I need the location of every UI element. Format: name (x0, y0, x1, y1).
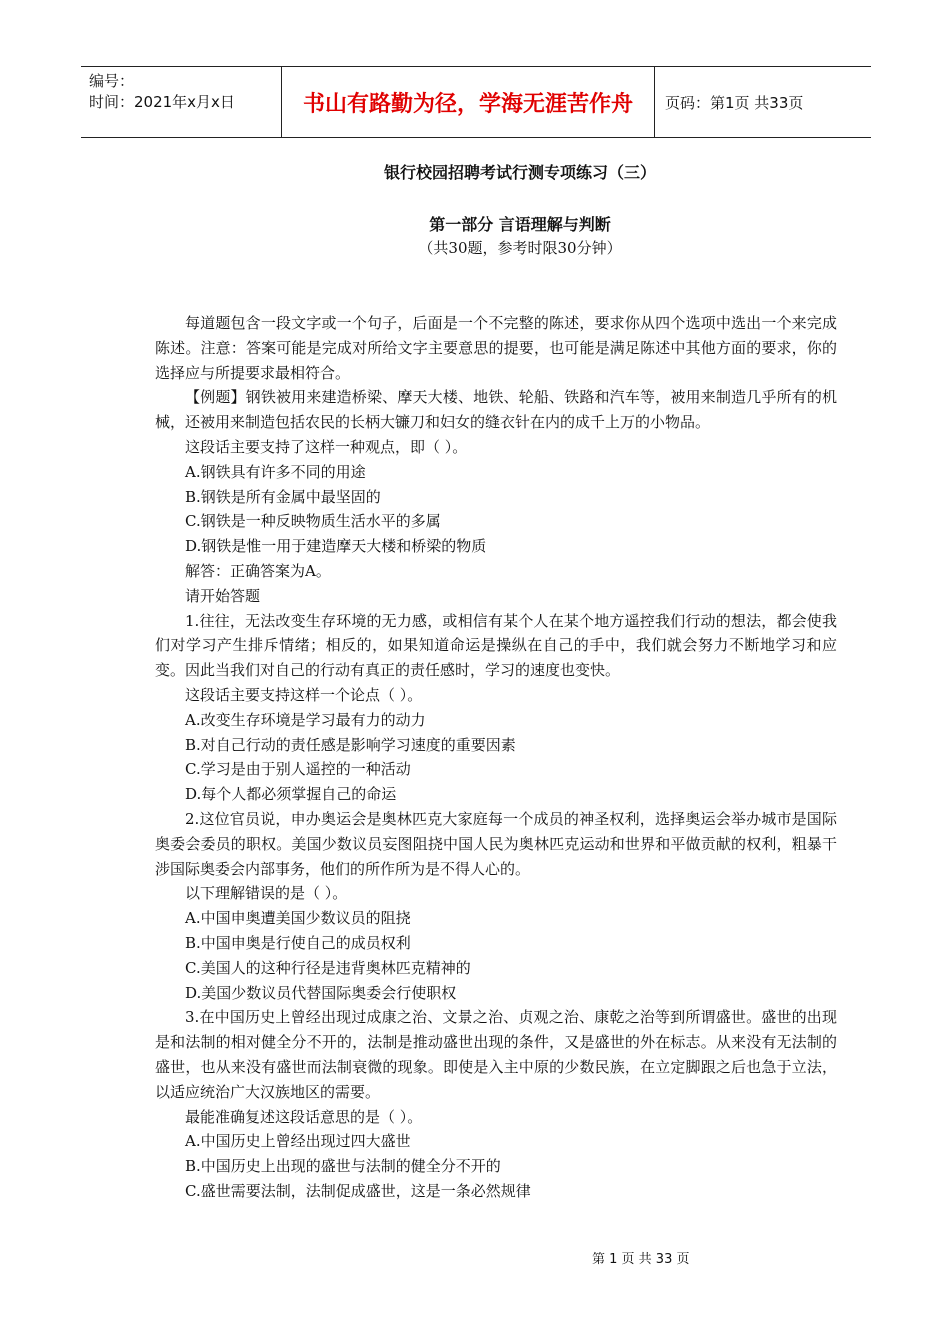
question-2-option-c: C.美国人的这种行径是违背奥林匹克精神的 (185, 958, 471, 977)
question-2-stem: 以下理解错误的是（ ）。 (185, 884, 348, 903)
question-2-option-d: D.美国少数议员代替国际奥委会行使职权 (185, 983, 457, 1002)
question-1-option-b: B.对自己行动的责任感是影响学习速度的重要因素 (185, 735, 516, 754)
question-1-option-c: C.学习是由于别人遥控的一种活动 (185, 760, 411, 779)
header-meta (81, 67, 281, 137)
example-option-a: A.钢铁具有许多不同的用途 (185, 462, 366, 481)
question-1-option-a: A.改变生存环境是学习最有力的动力 (185, 710, 426, 729)
question-3-option-b: B.中国历史上出现的盛世与法制的健全分不开的 (185, 1157, 501, 1176)
example-option-b: B.钢铁是所有金属中最坚固的 (185, 487, 381, 506)
question-3-stem: 最能准确复述这段话意思的是（ ）。 (185, 1107, 423, 1126)
example-answer: 解答：正确答案为A。 (185, 561, 331, 580)
question-1-stem: 这段话主要支持这样一个论点（ ）。 (185, 685, 423, 704)
header-motto: 书山有路勤为径，学海无涯苦作舟 (281, 67, 655, 137)
example-question: 这段话主要支持了这样一种观点，即（ ）。 (185, 437, 468, 456)
question-1-option-d: D.每个人都必须掌握自己的命运 (185, 785, 397, 804)
example-option-d: D.钢铁是惟一用于建造摩天大楼和桥梁的物质 (185, 537, 487, 556)
question-2-passage: 2.这位官员说，申办奥运会是奥林匹克大家庭每一个成员的神圣权利，选择奥运会举办城市是国际奥委会委员的职权。美国少数议员妄图阻挠中国人民为奥林匹克运动和世界和平做贡献的权利，粗暴干涉国际奥委会内部事务，他们的所作所为是不得人心的。 (155, 809, 837, 878)
example-paragraph: 【例题】钢铁被用来建造桥梁、摩天大楼、地铁、轮船、铁路和汽车等，被用来制造几乎所有的机械，还被用来制造包括农民的长柄大镰刀和妇女的缝衣针在内的成千上万的小物品。 (155, 388, 837, 432)
document-body (155, 311, 837, 1204)
code-label: 编号： (89, 72, 135, 90)
question-3-option-c: C.盛世需要法制，法制促成盛世，这是一条必然规律 (185, 1181, 531, 1200)
section-subtitle: （共30题，参考时限30分钟） (418, 239, 622, 257)
question-3-passage: 3.在中国历史上曾经出现过成康之治、文景之治、贞观之治、康乾之治等到所谓盛世。盛世的出现是和法制的相对健全分不开的，法制是推动盛世出现的条件，又是盛世的外在标志。从来没有无法制的盛世，也从来没有盛世而法制衰微的现象。即使是入主中原的少数民族，在立定脚跟之后也急于立法，以适应统治广大汉族地区的需要。 (155, 1008, 837, 1101)
section-title: 第一部分 言语理解与判断 (429, 215, 611, 234)
question-3-option-a: A.中国历史上曾经出现过四大盛世 (185, 1132, 411, 1151)
page-header (81, 66, 871, 138)
page-footer: 第 1 页 共 33 页 (592, 1252, 690, 1267)
date-label: 时间：2021年x月x日 (89, 93, 235, 111)
start-prompt: 请开始答题 (185, 586, 261, 605)
question-2-option-a: A.中国申奥遭美国少数议员的阻挠 (185, 909, 411, 928)
document-title: 银行校园招聘考试行测专项练习（三） (383, 163, 656, 182)
instructions-paragraph: 每道题包含一段文字或一个句子，后面是一个不完整的陈述，要求你从四个选项中选出一个来完成陈述。注意：答案可能是完成对所给文字主要意思的提要，也可能是满足陈述中其他方面的要求，你的选择应与所提要求最相符合。 (155, 314, 837, 382)
question-1-passage: 1.往往，无法改变生存环境的无力感，或相信有某个人在某个地方遥控我们行动的想法，都会使我们对学习产生排斥情绪；相反的，如果知道命运是操纵在自己的手中，我们就会努力不断地学习和应变。因此当我们对自己的行动有真正的责任感时，学习的速度也变快。 (155, 611, 837, 680)
example-option-c: C.钢铁是一种反映物质生活水平的多属 (185, 512, 441, 531)
header-page-info: 页码：第1页 共33页 (665, 93, 804, 112)
question-2-option-b: B.中国申奥是行使自己的成员权利 (185, 933, 411, 952)
